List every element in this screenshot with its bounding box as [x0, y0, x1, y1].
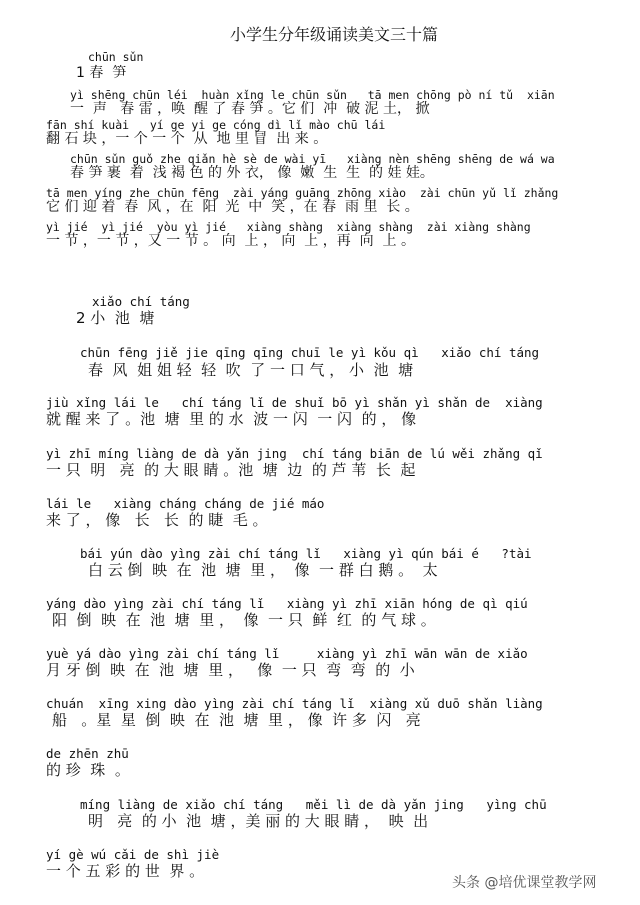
poem2-line2-text: 就 醒 来 了 。池 塘 里 的 水 波 一 闪 一 闪 的 ， 像 — [46, 410, 417, 428]
poem2-line3-text: 一 只 明 亮 的 大 眼 睛 。池 塘 边 的 芦 苇 长 起 — [46, 461, 416, 479]
poem2-line1-text: 春 风 姐 姐 轻 轻 吹 了 一 口 气 ， 小 池 塘 — [88, 361, 414, 379]
poem2-line7-text: 月 牙 倒 映 在 池 塘 里 ， 像 一 只 弯 弯 的 小 — [46, 661, 415, 679]
poem2-heading-pinyin: xiǎo chí táng — [92, 294, 190, 309]
poem2-line5-pinyin: bái yún dào yìng zài chí táng lǐ xiàng yì qún bái é ?tài — [80, 546, 532, 561]
poem1-line2-text: 翻 石 块 ，一 个 一 个 从 地 里 冒 出 来 。 — [46, 131, 328, 147]
poem2-line6-pinyin: yáng dào yìng zài chí táng lǐ xiàng yì zhī xiān hóng de qì qiú — [46, 596, 528, 611]
poem2-line10-pinyin: míng liàng de xiǎo chí táng měi lì de dà yǎn jing yìng chū — [80, 797, 547, 812]
page-title: 小学生分年级诵读美文三十篇 — [230, 25, 439, 44]
poem1-line5-text: 一 节 ，一 节 ，又 一 节 。 向 上 ， 向 上 ，再 向 上 。 — [46, 233, 416, 249]
poem1-line3-pinyin: chūn sǔn guǒ zhe qiǎn hè sè de wài yī xiàng nèn shēng shēng de wá wa — [70, 152, 555, 166]
poem2-line7-pinyin: yuè yá dào yìng zài chí táng lǐ xiàng yì zhī wān wān de xiǎo — [46, 646, 528, 661]
poem1-line4-pinyin: tā men yíng zhe chūn fēng zài yáng guāng zhōng xiào zài chūn yǔ lǐ zhǎng — [46, 186, 559, 200]
poem2-line9-pinyin: de zhēn zhū — [46, 746, 129, 761]
poem2-line4-text: 来 了 ， 像 长 长 的 睫 毛 。 — [46, 511, 268, 529]
poem2-line6-text: 阳 倒 映 在 池 塘 里 ， 像 一 只 鲜 红 的 气 球 。 — [52, 611, 436, 629]
poem2-line5-text: 白 云 倒 映 在 池 塘 里 ， 像 一 群 白 鹅 。 太 — [88, 561, 438, 579]
poem2-line2-pinyin: jiù xǐng lái le chí táng lǐ de shuǐ bō yì shǎn yì shǎn de xiàng — [46, 395, 543, 410]
poem1-line4-text: 它 们 迎 着 春 风 ，在 阳 光 中 笑 ，在 春 雨 里 长 。 — [46, 199, 419, 215]
source-watermark: 头条 @培优课堂教学网 — [452, 875, 597, 891]
poem1-heading: 1 春 笋 — [76, 65, 127, 81]
poem2-line4-pinyin: lái le xiàng cháng cháng de jié máo — [46, 496, 325, 511]
poem2-line11-text: 一 个 五 彩 的 世 界 。 — [46, 862, 205, 880]
poem2-line8-text: 船 。星 星 倒 映 在 池 塘 里 ， 像 许 多 闪 亮 — [52, 711, 421, 729]
poem2-line8-pinyin: chuán xīng xing dào yìng zài chí táng lǐ xiàng xǔ duō shǎn liàng — [46, 696, 543, 711]
poem2-line3-pinyin: yì zhī míng liàng de dà yǎn jing chí táng biān de lú wěi zhǎng qǐ — [46, 446, 543, 461]
poem2-line10-text: 明 亮 的 小 池 塘 ，美 丽 的 大 眼 睛 ， 映 出 — [88, 812, 429, 830]
poem2-heading: 2 小 池 塘 — [76, 309, 155, 327]
poem2-line9-text: 的 珍 珠 。 — [46, 761, 130, 779]
poem1-line1-pinyin: yì shēng chūn léi huàn xǐng le chūn sǔn tā men chōng pò ní tǔ xiān — [70, 88, 555, 102]
poem1-line3-text: 春 笋 裹 着 浅 褐 色 的 外 衣， 像 嫩 生 生 的 娃 娃。 — [70, 165, 434, 181]
poem2-line1-pinyin: chūn fēng jiě jie qīng qīng chuī le yì kǒu qì xiǎo chí táng — [80, 345, 540, 360]
poem1-line1-text: 一 声 春 雷 ，唤 醒 了 春 笋 。它 们 冲 破 泥 土， 掀 — [70, 101, 430, 117]
poem1-line5-pinyin: yì jié yì jié yòu yì jié xiàng shàng xiàng shàng zài xiàng shàng — [46, 220, 531, 234]
poem2-line11-pinyin: yí gè wú cǎi de shì jiè — [46, 847, 220, 862]
poem1-heading-pinyin: chūn sǔn — [88, 50, 144, 64]
poem1-line2-pinyin: fān shí kuài yí ge yi ge cóng dì lǐ mào chū lái — [46, 118, 386, 132]
